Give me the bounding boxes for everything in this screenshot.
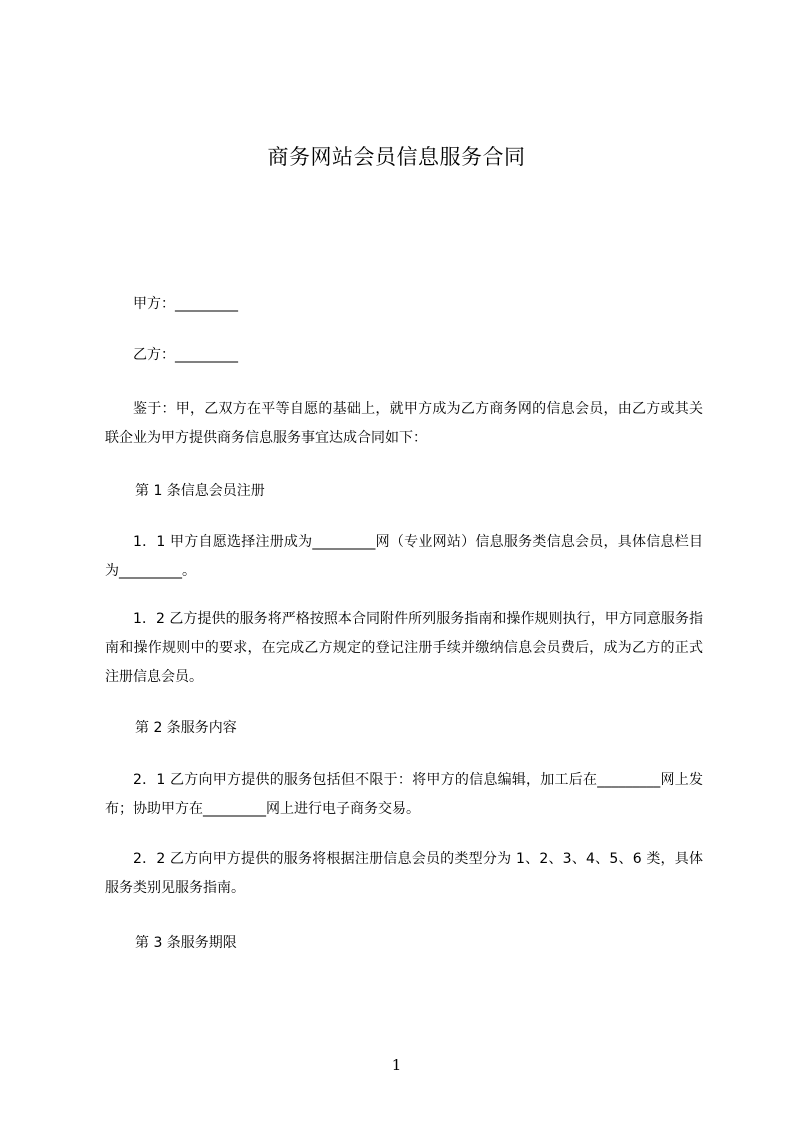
preamble-paragraph: 鉴于：甲，乙双方在平等自愿的基础上，就甲方成为乙方商务网的信息会员，由乙方或其关联企业为甲方提供商务信息服务事宜达成合同如下： <box>105 401 703 446</box>
article-3-heading: 第 3 条服务期限 <box>135 935 237 951</box>
article-1-heading: 第 1 条信息会员注册 <box>135 483 265 499</box>
party-b-line: 乙方：_________ <box>133 347 238 363</box>
party-a-line: 甲方：_________ <box>133 296 238 312</box>
article-2-heading: 第 2 条服务内容 <box>135 720 237 736</box>
clause-2-2: 2．2 乙方向甲方提供的服务将根据注册信息会员的类型分为 1、2、3、4、5、6 类，具体服务类别见服务指南。 <box>105 851 703 896</box>
page-number: 1 <box>391 1056 402 1074</box>
clause-1-1: 1．1 甲方自愿选择注册成为_________网（专业网站）信息服务类信息会员，具体信息栏目为_________。 <box>105 534 703 579</box>
clause-1-2: 1．2 乙方提供的服务将严格按照本合同附件所列服务指南和操作规则执行，甲方同意服务指南和操作规则中的要求，在完成乙方规定的登记注册手续并缴纳信息会员费后，成为乙方的正式注册信息会员。 <box>105 611 703 685</box>
clause-2-1: 2．1 乙方向甲方提供的服务包括但不限于：将甲方的信息编辑，加工后在_________网上发布；协助甲方在_________网上进行电子商务交易。 <box>105 772 703 817</box>
document-title: 商务网站会员信息服务合同 <box>267 145 526 169</box>
